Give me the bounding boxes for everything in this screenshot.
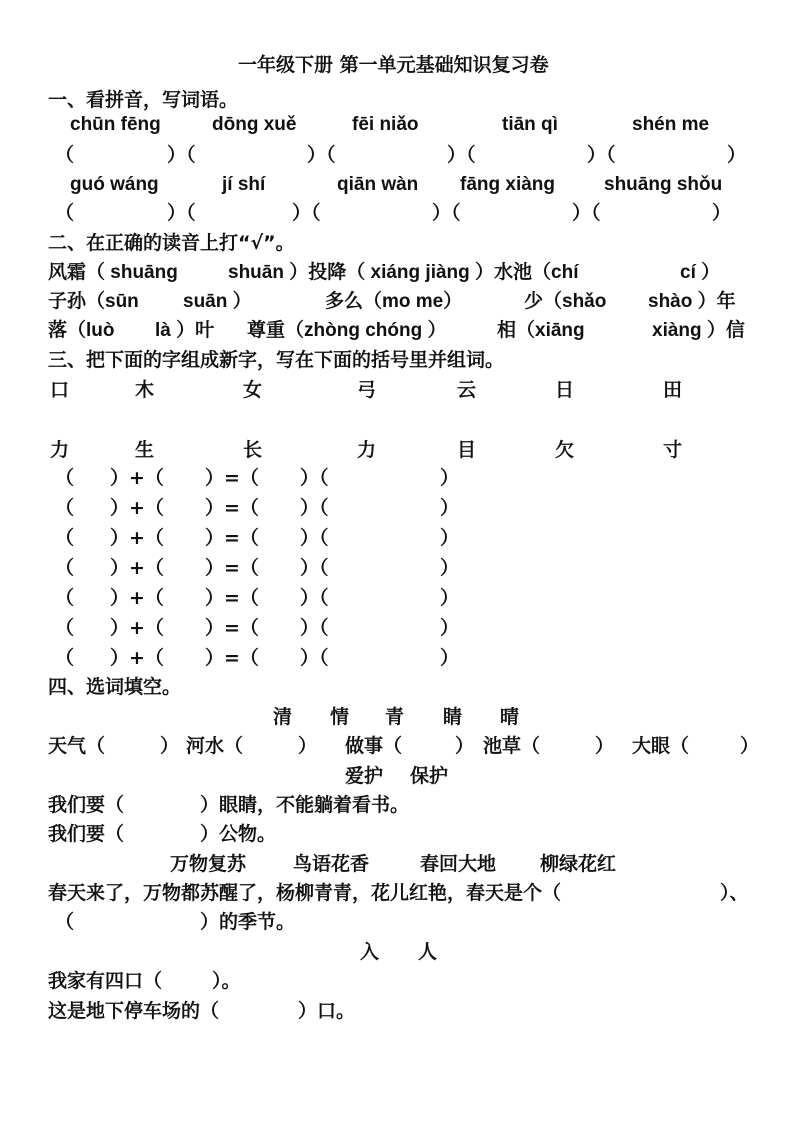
formula-bracket[interactable]: ） bbox=[440, 557, 460, 579]
formula-row bbox=[0, 493, 800, 523]
formula-bracket[interactable]: ）（ bbox=[300, 497, 329, 519]
fill-blank-text[interactable]: 河水（ bbox=[186, 735, 244, 757]
reading-choice[interactable]: 多么（mo me） bbox=[325, 291, 463, 312]
formula-bracket[interactable]: （ bbox=[55, 617, 75, 639]
group3-sentence-cont bbox=[0, 907, 800, 937]
reading-choice[interactable]: 尊重（zhòng chóng ） bbox=[247, 320, 447, 341]
sentence-text[interactable]: 这是地下停车场的（ bbox=[48, 1000, 220, 1022]
section4-heading-line bbox=[0, 672, 800, 702]
formula-bracket[interactable]: ） bbox=[440, 497, 460, 519]
reading-choice[interactable]: cí ） bbox=[680, 262, 721, 283]
formula-bracket[interactable]: （ bbox=[55, 497, 75, 519]
group3-sentence bbox=[0, 878, 800, 908]
sentence-text[interactable]: ）、 bbox=[720, 882, 749, 904]
reading-choice[interactable]: suān ） bbox=[183, 291, 252, 312]
fill-blank-text[interactable]: ） bbox=[160, 735, 180, 757]
char-component: 弓 bbox=[357, 379, 377, 401]
formula-bracket[interactable]: （ bbox=[55, 467, 75, 489]
section3-bottom-chars bbox=[0, 435, 800, 465]
word-option: 情 bbox=[330, 706, 350, 728]
pinyin-item: shén me bbox=[632, 114, 710, 135]
group2-sentence1 bbox=[0, 790, 800, 820]
sentence-text[interactable]: ）。 bbox=[212, 970, 241, 992]
answer-bracket[interactable]: （ bbox=[55, 144, 75, 166]
reading-choice[interactable]: xiàng ）信 bbox=[652, 320, 745, 341]
char-component: 女 bbox=[243, 379, 263, 401]
formula-bracket[interactable]: （ bbox=[55, 647, 75, 669]
section1-heading: 一、看拼音，写词语。 bbox=[48, 89, 239, 111]
sentence-text[interactable]: ）口。 bbox=[298, 1000, 356, 1022]
sentence-text[interactable]: ）眼睛，不能躺着看书。 bbox=[200, 794, 410, 816]
pinyin-item: dōng xuě bbox=[212, 114, 297, 135]
answer-bracket[interactable]: ）（ bbox=[307, 144, 336, 166]
char-component: 生 bbox=[135, 439, 155, 461]
fill-blank-text[interactable]: ） bbox=[595, 735, 615, 757]
answer-bracket[interactable]: ）（ bbox=[572, 202, 601, 224]
reading-choice[interactable]: là ）叶 bbox=[155, 320, 215, 341]
sentence-text[interactable]: ）公物。 bbox=[200, 823, 277, 845]
section1-answer-row1 bbox=[0, 140, 800, 170]
answer-bracket[interactable]: ）（ bbox=[432, 202, 461, 224]
char-component: 力 bbox=[357, 439, 377, 461]
reading-choice[interactable]: 少（shǎo bbox=[524, 291, 607, 312]
formula-bracket[interactable]: ）=（ bbox=[205, 527, 259, 549]
section1-pinyin-row2 bbox=[0, 170, 800, 200]
word-option: 鸟语花香 bbox=[293, 853, 370, 875]
reading-choice[interactable]: shào ）年 bbox=[648, 291, 736, 312]
formula-row bbox=[0, 523, 800, 553]
char-component: 云 bbox=[457, 379, 477, 401]
formula-bracket[interactable]: ）=（ bbox=[205, 647, 259, 669]
answer-bracket[interactable]: ）（ bbox=[167, 202, 196, 224]
formula-bracket[interactable]: ） bbox=[440, 467, 460, 489]
word-option: 保护 bbox=[410, 765, 449, 787]
section4-heading: 四、选词填空。 bbox=[48, 676, 182, 698]
formula-bracket[interactable]: （ bbox=[55, 557, 75, 579]
section2-heading-line bbox=[0, 228, 800, 258]
char-component: 木 bbox=[135, 379, 155, 401]
char-component: 欠 bbox=[555, 439, 575, 461]
formula-bracket[interactable]: ）（ bbox=[300, 527, 329, 549]
fill-blank-text[interactable]: 天气（ bbox=[48, 735, 106, 757]
formula-bracket[interactable]: ）（ bbox=[300, 617, 329, 639]
section2-heading: 二、在正确的读音上打“√”。 bbox=[48, 232, 295, 254]
sentence-text[interactable]: ）的季节。 bbox=[200, 911, 296, 933]
formula-bracket[interactable]: ）=（ bbox=[205, 557, 259, 579]
answer-bracket[interactable]: ）（ bbox=[587, 144, 616, 166]
formula-bracket[interactable]: ）=（ bbox=[205, 497, 259, 519]
formula-bracket[interactable]: ）+（ bbox=[110, 557, 164, 579]
reading-choice[interactable]: 相（xiāng bbox=[497, 320, 585, 341]
formula-bracket[interactable]: ）（ bbox=[300, 587, 329, 609]
pinyin-item: guó wáng bbox=[70, 174, 159, 195]
sentence-text[interactable]: 我们要（ bbox=[48, 794, 125, 816]
answer-bracket[interactable]: （ bbox=[55, 202, 75, 224]
page-title: 一年级下册 第一单元基础知识复习卷 bbox=[238, 54, 549, 76]
fill-blank-text[interactable]: ） bbox=[740, 735, 760, 757]
formula-row bbox=[0, 583, 800, 613]
formula-row bbox=[0, 553, 800, 583]
reading-choice[interactable]: shuān ）投降（ xiáng jiàng ）水池（chí bbox=[228, 262, 579, 283]
formula-bracket[interactable]: ）=（ bbox=[205, 467, 259, 489]
answer-bracket[interactable]: ）（ bbox=[292, 202, 321, 224]
group3-word-bank bbox=[0, 849, 800, 879]
formula-bracket[interactable]: ）+（ bbox=[110, 647, 164, 669]
word-option: 人 bbox=[418, 941, 438, 963]
group2-word-bank bbox=[0, 761, 800, 791]
reading-choice[interactable]: 风霜（ shuāng bbox=[48, 262, 178, 283]
formula-bracket[interactable]: ） bbox=[440, 647, 460, 669]
answer-bracket[interactable]: ） bbox=[712, 202, 732, 224]
char-component: 目 bbox=[457, 439, 477, 461]
answer-bracket[interactable]: ）（ bbox=[167, 144, 196, 166]
section2-row1 bbox=[0, 258, 800, 288]
group4-word-bank bbox=[0, 937, 800, 967]
group2-sentence2 bbox=[0, 819, 800, 849]
pinyin-item: jí shí bbox=[222, 174, 266, 195]
fill-blank-text[interactable]: ） bbox=[298, 735, 318, 757]
word-option: 柳绿花红 bbox=[540, 853, 617, 875]
pinyin-item: fāng xiàng bbox=[460, 174, 556, 195]
sentence-text[interactable]: （ bbox=[55, 911, 75, 933]
sentence-text[interactable]: 我们要（ bbox=[48, 823, 125, 845]
fill-blank-text[interactable]: ） bbox=[455, 735, 475, 757]
word-option: 入 bbox=[360, 941, 380, 963]
section2-row2 bbox=[0, 287, 800, 317]
word-option: 清 bbox=[273, 706, 293, 728]
group1-word-bank bbox=[0, 702, 800, 732]
formula-row bbox=[0, 643, 800, 673]
formula-bracket[interactable]: ）+（ bbox=[110, 587, 164, 609]
section2-row3 bbox=[0, 316, 800, 346]
formula-bracket[interactable]: ）=（ bbox=[205, 617, 259, 639]
word-option: 爱护 bbox=[345, 765, 384, 787]
section3-top-chars bbox=[0, 375, 800, 405]
formula-bracket[interactable]: ）=（ bbox=[205, 587, 259, 609]
formula-bracket[interactable]: ） bbox=[440, 527, 460, 549]
char-component: 口 bbox=[50, 379, 70, 401]
section3-heading-line bbox=[0, 345, 800, 375]
section1-answer-row2 bbox=[0, 198, 800, 228]
section1-pinyin-row1 bbox=[0, 110, 800, 140]
fill-blank-text[interactable]: 池草（ bbox=[483, 735, 541, 757]
formula-bracket[interactable]: ）+（ bbox=[110, 497, 164, 519]
answer-bracket[interactable]: ） bbox=[727, 144, 747, 166]
section3-heading: 三、把下面的字组成新字，写在下面的括号里并组词。 bbox=[48, 349, 505, 371]
formula-bracket[interactable]: （ bbox=[55, 527, 75, 549]
title-line bbox=[0, 50, 800, 80]
formula-bracket[interactable]: ）+（ bbox=[110, 617, 164, 639]
char-component: 寸 bbox=[663, 439, 683, 461]
pinyin-item: fēi niǎo bbox=[352, 114, 419, 135]
pinyin-item: tiān qì bbox=[502, 114, 558, 135]
char-component: 日 bbox=[555, 379, 575, 401]
formula-bracket[interactable]: （ bbox=[55, 587, 75, 609]
char-component: 田 bbox=[663, 379, 683, 401]
reading-choice[interactable]: 落（luò bbox=[48, 320, 115, 341]
group4-sentence2 bbox=[0, 996, 800, 1026]
sentence-text[interactable]: 春天来了，万物都苏醒了，杨柳青青，花儿红艳，春天是个（ bbox=[48, 882, 562, 904]
char-component: 力 bbox=[50, 439, 70, 461]
formula-bracket[interactable]: ）（ bbox=[300, 467, 329, 489]
word-option: 万物复苏 bbox=[170, 853, 247, 875]
group1-blanks bbox=[0, 731, 800, 761]
formula-bracket[interactable]: ）+（ bbox=[110, 467, 164, 489]
sentence-text[interactable]: 我家有四口（ bbox=[48, 970, 163, 992]
formula-bracket[interactable]: ）+（ bbox=[110, 527, 164, 549]
word-option: 春回大地 bbox=[420, 853, 497, 875]
formula-bracket[interactable]: ） bbox=[440, 587, 460, 609]
formula-row bbox=[0, 463, 800, 493]
pinyin-item: qiān wàn bbox=[337, 174, 419, 195]
formula-bracket[interactable]: ）（ bbox=[300, 647, 329, 669]
fill-blank-text[interactable]: 做事（ bbox=[345, 735, 403, 757]
answer-bracket[interactable]: ）（ bbox=[447, 144, 476, 166]
group4-sentence1 bbox=[0, 966, 800, 996]
formula-row bbox=[0, 613, 800, 643]
fill-blank-text[interactable]: 大眼（ bbox=[632, 735, 690, 757]
pinyin-item: chūn fēng bbox=[70, 114, 161, 135]
word-option: 睛 bbox=[443, 706, 463, 728]
char-component: 长 bbox=[243, 439, 263, 461]
reading-choice[interactable]: 子孙（sūn bbox=[48, 291, 139, 312]
pinyin-item: shuāng shǒu bbox=[604, 174, 723, 195]
formula-bracket[interactable]: ） bbox=[440, 617, 460, 639]
word-option: 青 bbox=[385, 706, 405, 728]
word-option: 晴 bbox=[500, 706, 520, 728]
formula-bracket[interactable]: ）（ bbox=[300, 557, 329, 579]
